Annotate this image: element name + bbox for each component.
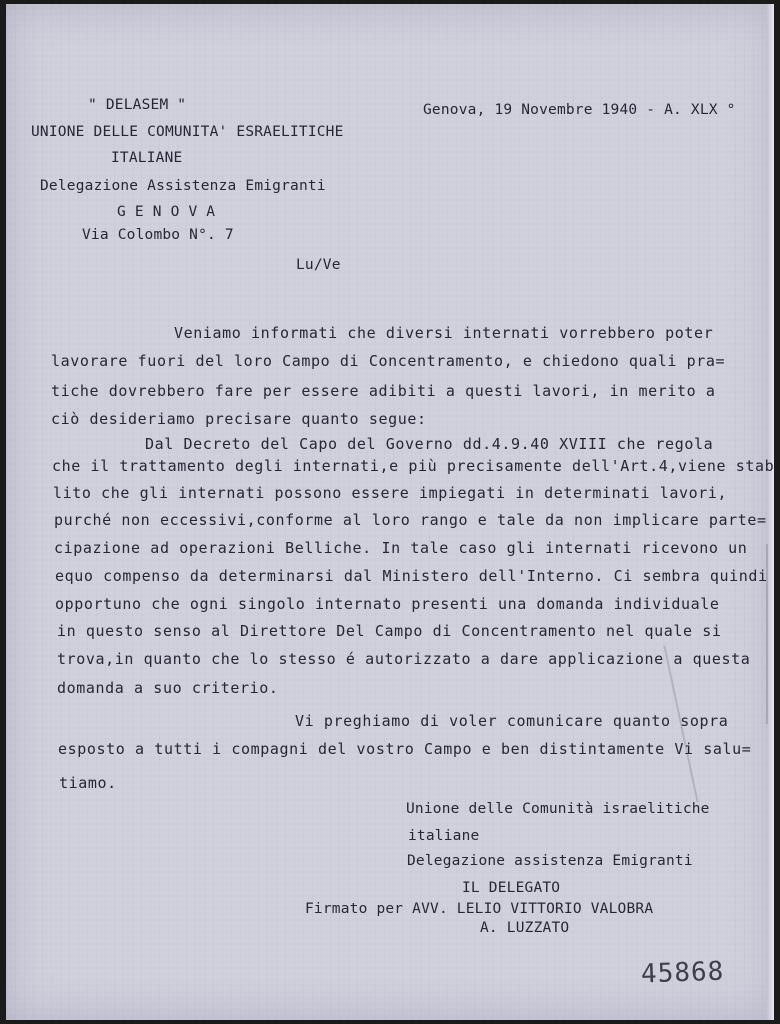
body-line: domanda a suo criterio. bbox=[57, 679, 279, 697]
signature-department: Delegazione assistenza Emigranti bbox=[407, 853, 693, 869]
body-line: tiamo. bbox=[59, 774, 117, 792]
signature-name: A. LUZZATO bbox=[480, 920, 570, 936]
org-department: Delegazione Assistenza Emigranti bbox=[40, 178, 326, 194]
body-line: trova,in quanto che lo stesso é autorizzato a dare applicazione a questa bbox=[57, 650, 751, 668]
signature-org-line1: Unione delle Comunità israelitiche bbox=[406, 801, 710, 817]
body-line: ciò desideriamo precisare quanto segue: bbox=[51, 410, 427, 428]
org-name-line2: ITALIANE bbox=[111, 150, 183, 166]
body-line: opportuno che ogni singolo internato presenti una domanda individuale bbox=[55, 595, 720, 613]
page-edge bbox=[766, 4, 774, 1020]
body-line: Veniamo informati che diversi internati vorrebbero poter bbox=[174, 324, 714, 342]
body-line: esposto a tutti i compagni del vostro Campo e ben distintamente Vi salu= bbox=[58, 740, 752, 758]
body-line: equo compenso da determinarsi dal Ministero dell'Interno. Ci sembra quindi bbox=[55, 567, 768, 585]
body-line: in questo senso al Direttore Del Campo di Concentramento nel quale si bbox=[57, 622, 722, 640]
signature-org-line2: italiane bbox=[408, 828, 480, 844]
body-line: Vi preghiamo di voler comunicare quanto sopra bbox=[295, 712, 729, 730]
body-line: lavorare fuori del loro Campo di Concentramento, e chiedono quali pra= bbox=[51, 352, 726, 370]
body-line: lito che gli internati possono essere impiegati in determinati lavori, bbox=[53, 484, 728, 502]
reference-code: Lu/Ve bbox=[296, 257, 341, 273]
sender-city: G E N O V A bbox=[117, 204, 216, 220]
body-line: tiche dovrebbero fare per essere adibiti a questi lavori, in merito a bbox=[51, 382, 716, 400]
sender-address: Via Colombo N°. 7 bbox=[82, 227, 234, 243]
body-line: che il trattamento degli internati,e più precisamente dell'Art.4,viene stab bbox=[52, 457, 775, 475]
org-short-name: " DELASEM " bbox=[88, 97, 187, 113]
signature-title: IL DELEGATO bbox=[462, 880, 561, 896]
body-line: Dal Decreto del Capo del Governo dd.4.9.40 XVIII che regola bbox=[145, 435, 714, 453]
archive-number: 45868 bbox=[640, 956, 725, 990]
signature-signed-by: Firmato per AVV. LELIO VITTORIO VALOBRA bbox=[305, 901, 654, 917]
org-name-line1: UNIONE DELLE COMUNITA' ESRAELITICHE bbox=[31, 124, 344, 140]
letter-date: Genova, 19 Novembre 1940 - A. XLX ° bbox=[423, 102, 736, 118]
body-line: cipazione ad operazioni Belliche. In tale caso gli internati ricevono un bbox=[54, 539, 748, 557]
body-line: purché non eccessivi,conforme al loro rango e tale da non implicare parte= bbox=[54, 511, 767, 529]
